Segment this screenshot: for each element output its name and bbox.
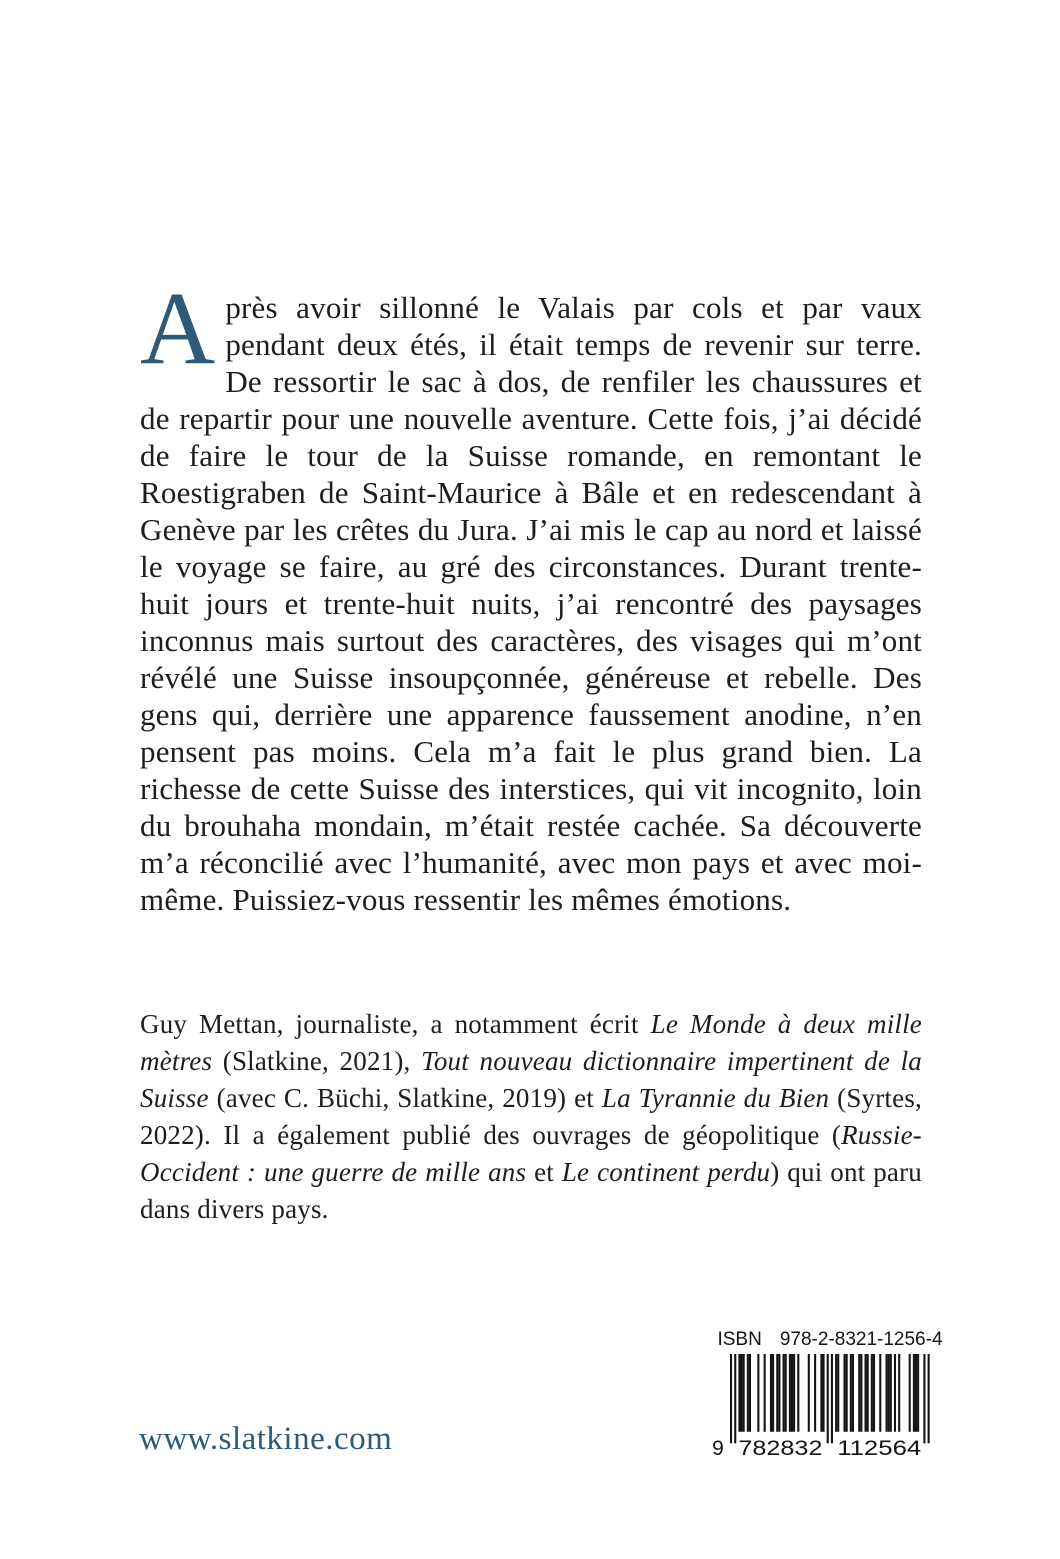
svg-text:782832: 782832	[738, 1436, 823, 1457]
bio-book-title: Russie-Occident : une guerre de mille ans	[140, 1120, 922, 1187]
dropcap-letter: A	[140, 271, 216, 386]
isbn-number: 978-2-8321-1256-4	[779, 1329, 943, 1350]
bio-segment: ) qui ont paru dans divers pays.	[140, 1157, 923, 1224]
main-paragraph-text: près avoir sillonné le Valais par cols et par vaux pendant deux étés, il était temps de revenir sur terre. De ressortir le sac à dos, de renfiler les chaussures et de repartir pour une nouvelle aventure. Cette fois, j’ai décidé de faire le tour de la Suisse romande, en remontant le Roestigraben de Saint-Maurice à Bâle et en redescendant à Genève par les crêtes du Jura. J’ai mis le cap au nord et laissé le voyage se faire, au gré des circonstances. Durant trente-huit jours et trente-huit nuits, j’ai rencontré des paysages inconnus mais surtout des caractères, des visages qui m’ont révélé une Suisse insoupçonnée, généreuse et rebelle. Des gens qui, derrière une apparence faussement anodine, n’en pensent pas moins. Cela m’a fait le plus grand bien. La richesse de cette Suisse des interstices, qui vit incognito, loin du brouhaha mondain, m’était restée cachée. Sa découverte m’a réconcilié avec l’humanité, avec mon pays et avec moi-même. Puissiez-vous ressentir les mêmes émotions.	[140, 290, 922, 917]
bio-book-title: La Tyrannie du Bien	[601, 1083, 830, 1113]
svg-text:112564: 112564	[837, 1436, 922, 1457]
isbn-block	[711, 1329, 943, 1457]
isbn-line	[711, 1329, 943, 1351]
bio-segment: (Slatkine, 2021),	[212, 1046, 422, 1076]
website-link[interactable]: www.slatkine.com	[139, 1421, 393, 1457]
bio-segment: Guy Mettan, journaliste, a notamment écrit	[140, 1009, 651, 1039]
bio-book-title: Tout nouveau dictionnaire impertinent de la Suisse	[140, 1046, 922, 1113]
isbn-label: ISBN	[717, 1329, 762, 1350]
bio-segment: (avec C. Büchi, Slatkine, 2019) et	[208, 1083, 602, 1113]
ean13-barcode	[711, 1354, 935, 1457]
author-bio	[140, 1006, 922, 1228]
bio-segment: et	[526, 1157, 562, 1187]
main-paragraph	[140, 271, 922, 918]
svg-text:9: 9	[712, 1436, 724, 1457]
bio-book-title: Le continent perdu	[561, 1157, 771, 1187]
bio-segment: (Syrtes, 2022). Il a également publié des ouvrages de géopolitique (	[140, 1083, 922, 1150]
bio-book-title: Le Monde à deux mille mètres	[140, 1009, 922, 1076]
